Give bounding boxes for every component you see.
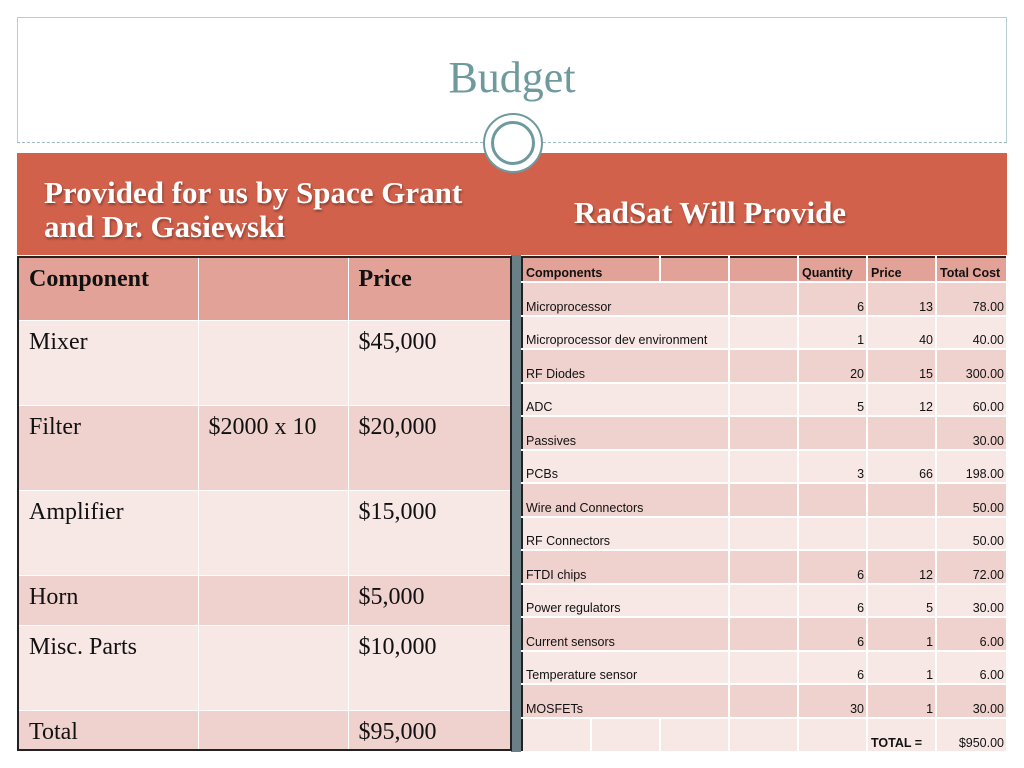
- table-row: [522, 450, 1007, 484]
- cell-price: $15,000: [348, 491, 511, 576]
- cell-price: [867, 416, 936, 450]
- cell-component: FTDI chips: [522, 550, 729, 584]
- cell-price: 12: [867, 550, 936, 584]
- table-row: [522, 684, 1007, 718]
- cell-component: Wire and Connectors: [522, 483, 729, 517]
- cell-detail: [198, 711, 348, 751]
- table-row: [522, 617, 1007, 651]
- cell-component: MOSFETs: [522, 684, 729, 718]
- cell-component: Misc. Parts: [18, 626, 198, 711]
- cell-price: 1: [867, 651, 936, 685]
- table-row: [18, 626, 511, 711]
- cell-component: Horn: [18, 576, 198, 626]
- radsat-budget-table: [521, 256, 1008, 753]
- table-total-row: [18, 711, 511, 751]
- total-value: $950.00: [936, 718, 1007, 752]
- cell-component: Current sensors: [522, 617, 729, 651]
- table-row: [18, 491, 511, 576]
- header-price: Price: [348, 257, 511, 321]
- column-divider: [511, 255, 521, 752]
- cell-total-cost: 198.00: [936, 450, 1007, 484]
- header-blank: [198, 257, 348, 321]
- cell-quantity: 6: [798, 651, 867, 685]
- cell-component: Microprocessor: [522, 282, 729, 316]
- cell-price: 5: [867, 584, 936, 618]
- cell-quantity: 1: [798, 316, 867, 350]
- table-row: [522, 383, 1007, 417]
- cell-price: [867, 517, 936, 551]
- cell-quantity: [798, 517, 867, 551]
- cell-component: PCBs: [522, 450, 729, 484]
- cell-component: ADC: [522, 383, 729, 417]
- table-row: [522, 416, 1007, 450]
- cell-total-cost: 78.00: [936, 282, 1007, 316]
- table-row: [522, 349, 1007, 383]
- table-row: [522, 316, 1007, 350]
- cell-detail: [198, 626, 348, 711]
- cell-component: RF Diodes: [522, 349, 729, 383]
- cell-quantity: [798, 483, 867, 517]
- cell-price: 15: [867, 349, 936, 383]
- cell-component: Amplifier: [18, 491, 198, 576]
- table-row: [522, 282, 1007, 316]
- cell-detail: [198, 321, 348, 406]
- slide-title: Budget: [448, 53, 576, 102]
- header-price: Price: [867, 257, 936, 282]
- title-divider-left: [17, 142, 483, 143]
- provided-budget-table: [17, 256, 512, 751]
- cell-price: 1: [867, 617, 936, 651]
- title-divider-right: [543, 142, 1007, 143]
- cell-component: RF Connectors: [522, 517, 729, 551]
- cell-quantity: 6: [798, 550, 867, 584]
- cell-total-cost: 50.00: [936, 483, 1007, 517]
- cell-quantity: 6: [798, 282, 867, 316]
- cell-detail: $2000 x 10: [198, 406, 348, 491]
- cell-price: 12: [867, 383, 936, 417]
- cell-total-cost: 30.00: [936, 416, 1007, 450]
- cell-component: Filter: [18, 406, 198, 491]
- ornament-inner-circle-icon: [491, 121, 535, 165]
- header-quantity: Quantity: [798, 257, 867, 282]
- cell-price: 13: [867, 282, 936, 316]
- table-row: [522, 517, 1007, 551]
- cell-quantity: 20: [798, 349, 867, 383]
- header-blank: [660, 257, 729, 282]
- cell-price: $45,000: [348, 321, 511, 406]
- cell-total-label: Total: [18, 711, 198, 751]
- table-row: [522, 584, 1007, 618]
- cell-total-cost: 50.00: [936, 517, 1007, 551]
- cell-price: [867, 483, 936, 517]
- cell-price: 66: [867, 450, 936, 484]
- cell-total-cost: 60.00: [936, 383, 1007, 417]
- table-row: [18, 406, 511, 491]
- cell-price: $20,000: [348, 406, 511, 491]
- cell-total-cost: 6.00: [936, 651, 1007, 685]
- cell-quantity: 6: [798, 617, 867, 651]
- total-label: TOTAL =: [867, 718, 936, 752]
- banner-right-heading: RadSat Will Provide: [573, 195, 847, 230]
- cell-quantity: 30: [798, 684, 867, 718]
- banner-left-heading: Provided for us by Space Grant and Dr. Gasiewski: [44, 175, 463, 244]
- table-row: [18, 321, 511, 406]
- table-row: [522, 483, 1007, 517]
- cell-component: Temperature sensor: [522, 651, 729, 685]
- cell-quantity: 5: [798, 383, 867, 417]
- cell-quantity: 3: [798, 450, 867, 484]
- table-row: [522, 651, 1007, 685]
- cell-total-cost: 40.00: [936, 316, 1007, 350]
- cell-component: Mixer: [18, 321, 198, 406]
- header-components: Components: [522, 257, 660, 282]
- cell-quantity: 6: [798, 584, 867, 618]
- cell-total-cost: 300.00: [936, 349, 1007, 383]
- table-header-row: [18, 257, 511, 321]
- cell-total-price: $95,000: [348, 711, 511, 751]
- cell-total-cost: 72.00: [936, 550, 1007, 584]
- cell-total-cost: 30.00: [936, 684, 1007, 718]
- cell-component: Microprocessor dev environment: [522, 316, 729, 350]
- header-component: Component: [18, 257, 198, 321]
- cell-component: Passives: [522, 416, 729, 450]
- header-blank: [729, 257, 798, 282]
- cell-component: Power regulators: [522, 584, 729, 618]
- cell-detail: [198, 491, 348, 576]
- table-row: [522, 550, 1007, 584]
- cell-price: 1: [867, 684, 936, 718]
- table-total-row: [522, 718, 1007, 752]
- cell-price: $5,000: [348, 576, 511, 626]
- cell-quantity: [798, 416, 867, 450]
- cell-total-cost: 30.00: [936, 584, 1007, 618]
- cell-price: $10,000: [348, 626, 511, 711]
- cell-detail: [198, 576, 348, 626]
- cell-total-cost: 6.00: [936, 617, 1007, 651]
- cell-price: 40: [867, 316, 936, 350]
- table-row: [18, 576, 511, 626]
- header-total-cost: Total Cost: [936, 257, 1007, 282]
- table-header-row: [522, 257, 1007, 282]
